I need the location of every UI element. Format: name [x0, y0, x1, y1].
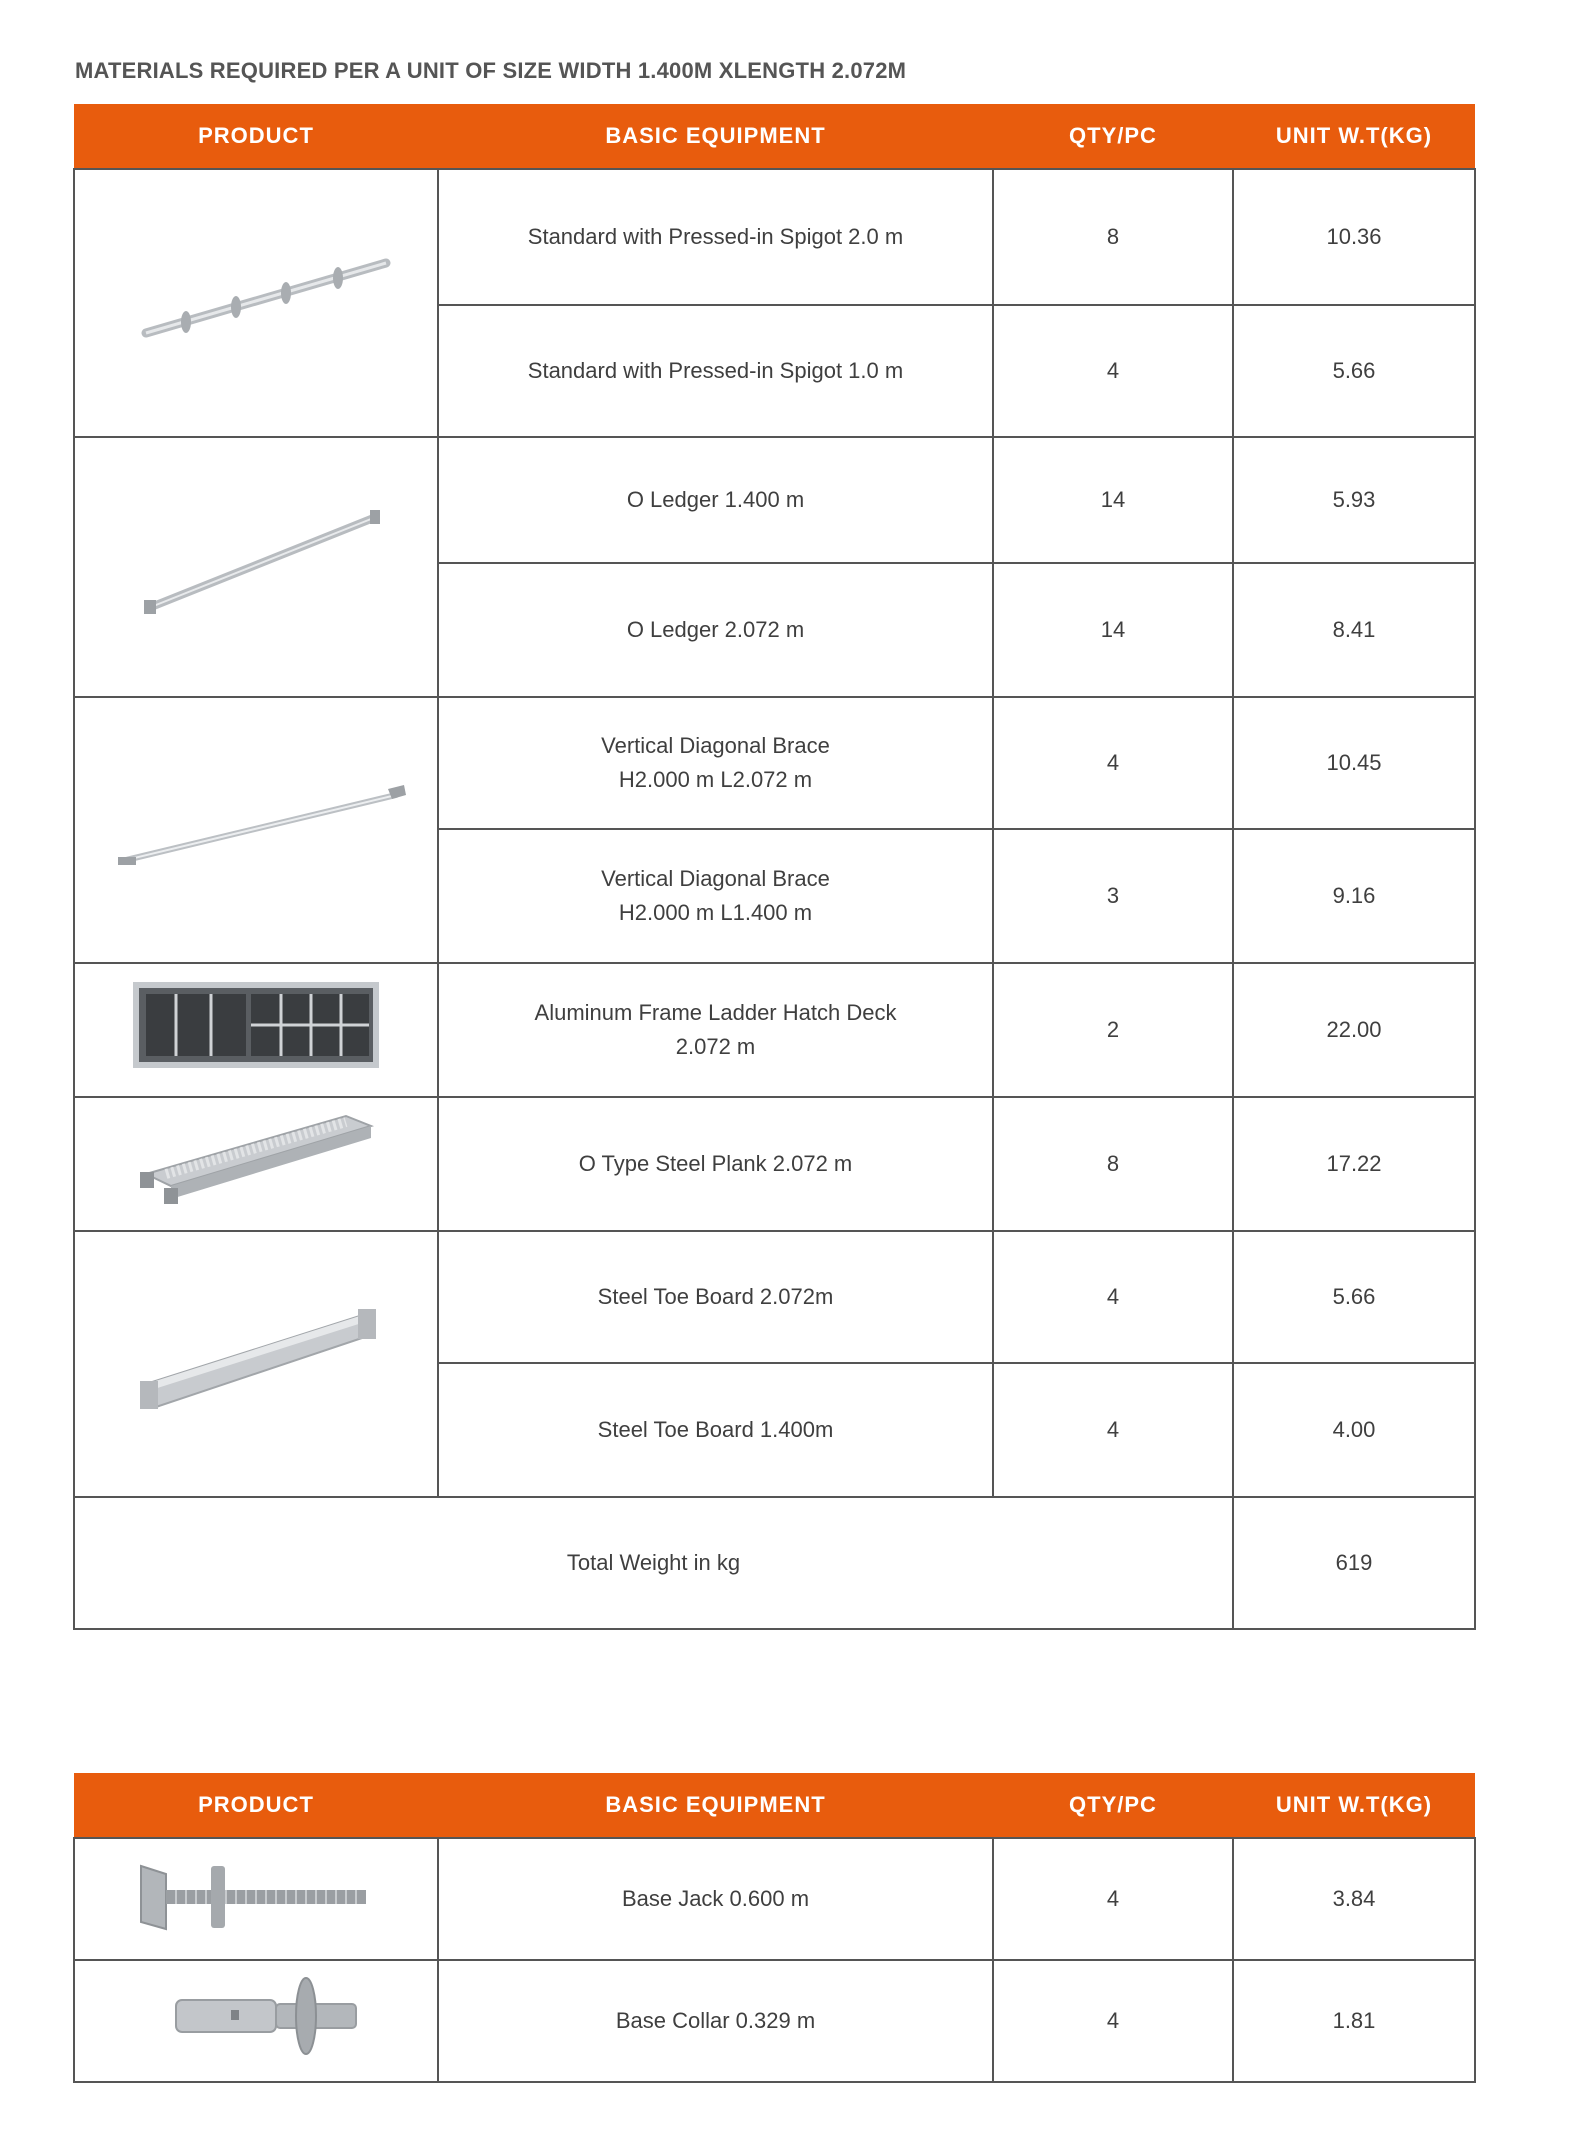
- weight-cell: 4.00: [1233, 1363, 1475, 1497]
- product-image-cell: [74, 1231, 438, 1497]
- equipment-name: Steel Toe Board 1.400m: [438, 1363, 993, 1497]
- table-row: [74, 169, 1475, 305]
- header-equipment: BASIC EQUIPMENT: [438, 104, 993, 169]
- equipment-name: [438, 829, 993, 963]
- table-row: [74, 1231, 1475, 1363]
- header-weight: UNIT W.T(KG): [1233, 104, 1475, 169]
- materials-table: [73, 104, 1476, 1630]
- table-row: [74, 1960, 1475, 2082]
- qty-cell: 4: [993, 1838, 1233, 1960]
- product-image-cell: [74, 1097, 438, 1231]
- steel-plank-icon: [126, 1104, 386, 1214]
- toe-board-icon: [116, 1279, 396, 1439]
- qty-cell: 4: [993, 305, 1233, 437]
- qty-cell: 14: [993, 563, 1233, 697]
- diagonal-brace-icon: [96, 765, 416, 885]
- table-header-row: [74, 1773, 1475, 1838]
- equipment-name-line2: H2.000 m L2.072 m: [618, 767, 813, 792]
- equipment-name: Standard with Pressed-in Spigot 1.0 m: [438, 305, 993, 437]
- table-row: [74, 1838, 1475, 1960]
- product-image-cell: [74, 1960, 438, 2082]
- table-row: [74, 963, 1475, 1097]
- header-product: PRODUCT: [74, 1773, 438, 1838]
- equipment-name: [438, 697, 993, 829]
- equipment-name: Steel Toe Board 2.072m: [438, 1231, 993, 1363]
- product-image-cell: [74, 437, 438, 697]
- base-components-table: [73, 1773, 1476, 2083]
- equipment-name: O Ledger 2.072 m: [438, 563, 993, 697]
- qty-cell: 4: [993, 1231, 1233, 1363]
- product-image-cell: [74, 963, 438, 1097]
- total-row: [74, 1497, 1475, 1629]
- qty-cell: 4: [993, 1363, 1233, 1497]
- qty-cell: 2: [993, 963, 1233, 1097]
- ledger-icon: [106, 492, 406, 632]
- weight-cell: 10.45: [1233, 697, 1475, 829]
- header-qty: QTY/PC: [993, 104, 1233, 169]
- qty-cell: 8: [993, 1097, 1233, 1231]
- equipment-name: Base Jack 0.600 m: [438, 1838, 993, 1960]
- weight-cell: 3.84: [1233, 1838, 1475, 1960]
- weight-cell: 1.81: [1233, 1960, 1475, 2082]
- header-qty: QTY/PC: [993, 1773, 1233, 1838]
- weight-cell: 5.66: [1233, 305, 1475, 437]
- qty-cell: 4: [993, 697, 1233, 829]
- product-image-cell: [74, 169, 438, 437]
- hatch-deck-icon: [126, 970, 386, 1080]
- total-label: Total Weight in kg: [74, 1497, 1233, 1629]
- header-weight: UNIT W.T(KG): [1233, 1773, 1475, 1838]
- total-value: 619: [1233, 1497, 1475, 1629]
- weight-cell: 17.22: [1233, 1097, 1475, 1231]
- equipment-name-line2: H2.000 m L1.400 m: [618, 900, 813, 925]
- qty-cell: 14: [993, 437, 1233, 563]
- product-image-cell: [74, 1838, 438, 1960]
- base-jack-icon: [116, 1844, 396, 1944]
- weight-cell: 5.66: [1233, 1231, 1475, 1363]
- equipment-name: O Ledger 1.400 m: [438, 437, 993, 563]
- header-product: PRODUCT: [74, 104, 438, 169]
- table-header-row: [74, 104, 1475, 169]
- weight-cell: 22.00: [1233, 963, 1475, 1097]
- equipment-name: O Type Steel Plank 2.072 m: [438, 1097, 993, 1231]
- header-equipment: BASIC EQUIPMENT: [438, 1773, 993, 1838]
- equipment-name: [438, 963, 993, 1097]
- standard-icon: [106, 238, 406, 358]
- equipment-name-line1: Aluminum Frame Ladder Hatch Deck: [534, 1000, 897, 1025]
- base-collar-icon: [116, 1966, 396, 2066]
- table-row: [74, 437, 1475, 563]
- product-image-cell: [74, 697, 438, 963]
- qty-cell: 4: [993, 1960, 1233, 2082]
- equipment-name: Base Collar 0.329 m: [438, 1960, 993, 2082]
- weight-cell: 8.41: [1233, 563, 1475, 697]
- weight-cell: 10.36: [1233, 169, 1475, 305]
- qty-cell: 8: [993, 169, 1233, 305]
- table-row: [74, 697, 1475, 829]
- equipment-name-line1: Vertical Diagonal Brace: [601, 733, 830, 758]
- table-row: [74, 1097, 1475, 1231]
- weight-cell: 9.16: [1233, 829, 1475, 963]
- page-title: MATERIALS REQUIRED PER A UNIT OF SIZE WIDTH 1.400M XLENGTH 2.072M: [75, 58, 907, 83]
- equipment-name: Standard with Pressed-in Spigot 2.0 m: [438, 169, 993, 305]
- weight-cell: 5.93: [1233, 437, 1475, 563]
- equipment-name-line2: 2.072 m: [675, 1034, 756, 1059]
- equipment-name-line1: Vertical Diagonal Brace: [601, 866, 830, 891]
- qty-cell: 3: [993, 829, 1233, 963]
